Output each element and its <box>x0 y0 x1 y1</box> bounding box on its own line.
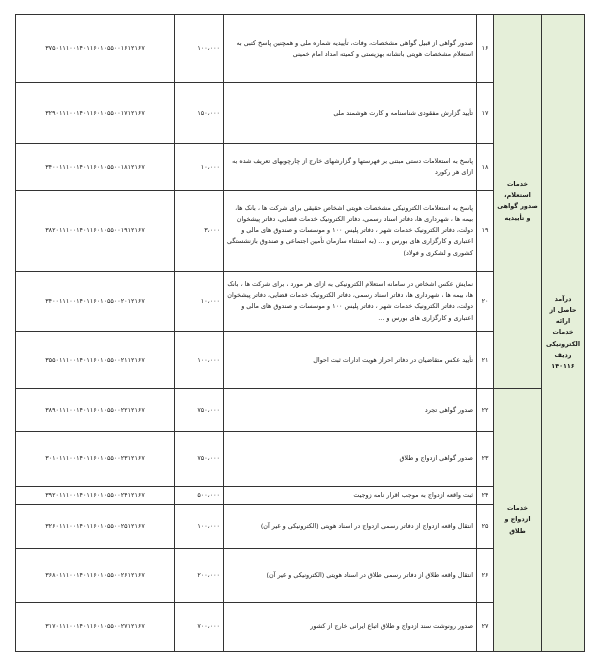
fee-amount: ۷۰۰،۰۰۰ <box>175 602 224 651</box>
service-description: تأیید عکس متقاضیان در دفاتر احراز هویت ادارات ثبت احوال <box>224 332 477 389</box>
row-number: ۲۰ <box>477 271 494 332</box>
service-description: پاسخ به استعلامات الکترونیکی مشخصات هویتی اشخاص حقیقی برای شرکت ها ، بانک ها، بیمه ها ، شهرداری ها، دفاتر اسناد رسمی، دفاتر الکترونیک خدمات قضایی، دفاتر پیشخوان دولت، دفاتر الکترونیک خدمات شهر ، دفاتر پلیس ۱۰۰ و موسسات و صندوق های مالی و اعتباری و کارگزاری های بورس و ... (به استثناء سازمان تأمین اجتماعی و صندوق بازنشستگی کشوری و لشکری و فولاد) <box>224 191 477 271</box>
account-code: ۳۷۵۰۱۱۱۰۰۱۴۰۱۱۶۰۱۰۵۵۰۰۱۶۱۲۱۶۷ <box>16 15 175 83</box>
service-description: پاسخ به استعلامات دستی مبتنی بر فهرستها و گزارشهای خارج از چارچوبهای تعریف شده به ازای هر رکورد <box>224 144 477 191</box>
fee-amount: ۷۵۰،۰۰۰ <box>175 432 224 486</box>
service-description: انتقال واقعه طلاق از دفاتر رسمی طلاق در اسناد هویتی (الکترونیکی و غیر آن) <box>224 548 477 602</box>
row-number: ۲۵ <box>477 505 494 548</box>
group-category-cell: خدمات استعلام، صدور گواهی و تأییدیه <box>494 15 542 389</box>
account-code: ۳۴۰۰۱۱۱۰۰۱۴۰۱۱۶۰۱۰۵۵۰۰۲۰۱۲۱۶۷ <box>16 271 175 332</box>
row-number: ۱۹ <box>477 191 494 271</box>
fee-amount: ۷۵۰،۰۰۰ <box>175 388 224 431</box>
row-number: ۱۶ <box>477 15 494 83</box>
row-number: ۲۴ <box>477 486 494 504</box>
service-description: نمایش عکس اشخاص در سامانه استعلام الکترونیکی به ازای هر مورد ، برای شرکت ها ، بانک ها، بیمه ها ، شهرداری ها، دفاتر اسناد رسمی، دفاتر الکترونیک خدمات قضایی، دفاتر پیشخوان دولت، دفاتر الکترونیک خدمات شهر ، دفاتر پلیس ۱۰۰ و موسسات و صندوق های مالی و اعتباری و کارگزاری های بورس و ... <box>224 271 477 332</box>
service-description: تأیید گزارش مفقودی شناسنامه و کارت هوشمند ملی <box>224 83 477 144</box>
fee-amount: ۲۰۰،۰۰۰ <box>175 548 224 602</box>
account-code: ۳۲۶۰۱۱۱۰۰۱۴۰۱۱۶۰۱۰۵۵۰۰۲۵۱۲۱۶۷ <box>16 505 175 548</box>
service-description: انتقال واقعه ازدواج از دفاتر رسمی ازدواج در اسناد هویتی (الکترونیکی و غیر آن) <box>224 505 477 548</box>
fee-amount: ۱۰۰،۰۰۰ <box>175 505 224 548</box>
account-code: ۳۱۷۰۱۱۱۰۰۱۴۰۱۱۶۰۱۰۵۵۰۰۲۷۱۲۱۶۷ <box>16 602 175 651</box>
row-number: ۱۸ <box>477 144 494 191</box>
group-category-cell: خدمات ازدواج و طلاق <box>494 388 542 651</box>
row-number: ۲۲ <box>477 388 494 431</box>
service-description: صدور گواهی ازدواج و طلاق <box>224 432 477 486</box>
fee-amount: ۵۰۰،۰۰۰ <box>175 486 224 504</box>
row-number: ۲۳ <box>477 432 494 486</box>
row-number: ۲۱ <box>477 332 494 389</box>
fee-amount: ۱۰،۰۰۰ <box>175 144 224 191</box>
service-description: صدور گواهی تجرد <box>224 388 477 431</box>
fee-table <box>15 14 585 652</box>
service-description: صدور رونوشت سند ازدواج و طلاق اتباع ایرانی خارج از کشور <box>224 602 477 651</box>
service-description: صدور گواهی از قبیل گواهی مشخصات، وفات، تأییدیه شماره ملی و همچنین پاسخ کتبی به استعلام مشخصات هویتی بانشانه بهزیستی و کمیته امداد امام خمینی <box>224 15 477 83</box>
account-code: ۳۰۱۰۱۱۱۰۰۱۴۰۱۱۶۰۱۰۵۵۰۰۲۳۱۲۱۶۷ <box>16 432 175 486</box>
fee-amount: ۱۰۰،۰۰۰ <box>175 15 224 83</box>
row-number: ۲۷ <box>477 602 494 651</box>
main-category-cell: درآمد حاصل از ارائه خدمات الکترونیکی ردیف ۱۴۰۱۱۶ <box>542 15 585 652</box>
fee-amount: ۱۰۰،۰۰۰ <box>175 332 224 389</box>
fee-amount: ۳،۰۰۰ <box>175 191 224 271</box>
account-code: ۳۲۹۰۱۱۱۰۰۱۴۰۱۱۶۰۱۰۵۵۰۰۱۷۱۲۱۶۷ <box>16 83 175 144</box>
table-row <box>16 15 585 83</box>
account-code: ۳۶۸۰۱۱۱۰۰۱۴۰۱۱۶۰۱۰۵۵۰۰۲۶۱۲۱۶۷ <box>16 548 175 602</box>
row-number: ۱۷ <box>477 83 494 144</box>
table-row <box>16 388 585 431</box>
fee-table-body <box>16 15 585 652</box>
fee-amount: ۱۵۰،۰۰۰ <box>175 83 224 144</box>
account-code: ۳۴۰۰۱۱۱۰۰۱۴۰۱۱۶۰۱۰۵۵۰۰۱۸۱۲۱۶۷ <box>16 144 175 191</box>
fee-amount: ۱۰،۰۰۰ <box>175 271 224 332</box>
account-code: ۳۸۲۰۱۱۱۰۰۱۴۰۱۱۶۰۱۰۵۵۰۰۱۹۱۲۱۶۷ <box>16 191 175 271</box>
row-number: ۲۶ <box>477 548 494 602</box>
account-code: ۳۸۹۰۱۱۱۰۰۱۴۰۱۱۶۰۱۰۵۵۰۰۲۲۱۲۱۶۷ <box>16 388 175 431</box>
account-code: ۳۵۵۰۱۱۱۰۰۱۴۰۱۱۶۰۱۰۵۵۰۰۲۱۱۲۱۶۷ <box>16 332 175 389</box>
service-description: ثبت واقعه ازدواج به موجب اقرار نامه زوجیت <box>224 486 477 504</box>
account-code: ۳۹۲۰۱۱۱۰۰۱۴۰۱۱۶۰۱۰۵۵۰۰۲۴۱۲۱۶۷ <box>16 486 175 504</box>
